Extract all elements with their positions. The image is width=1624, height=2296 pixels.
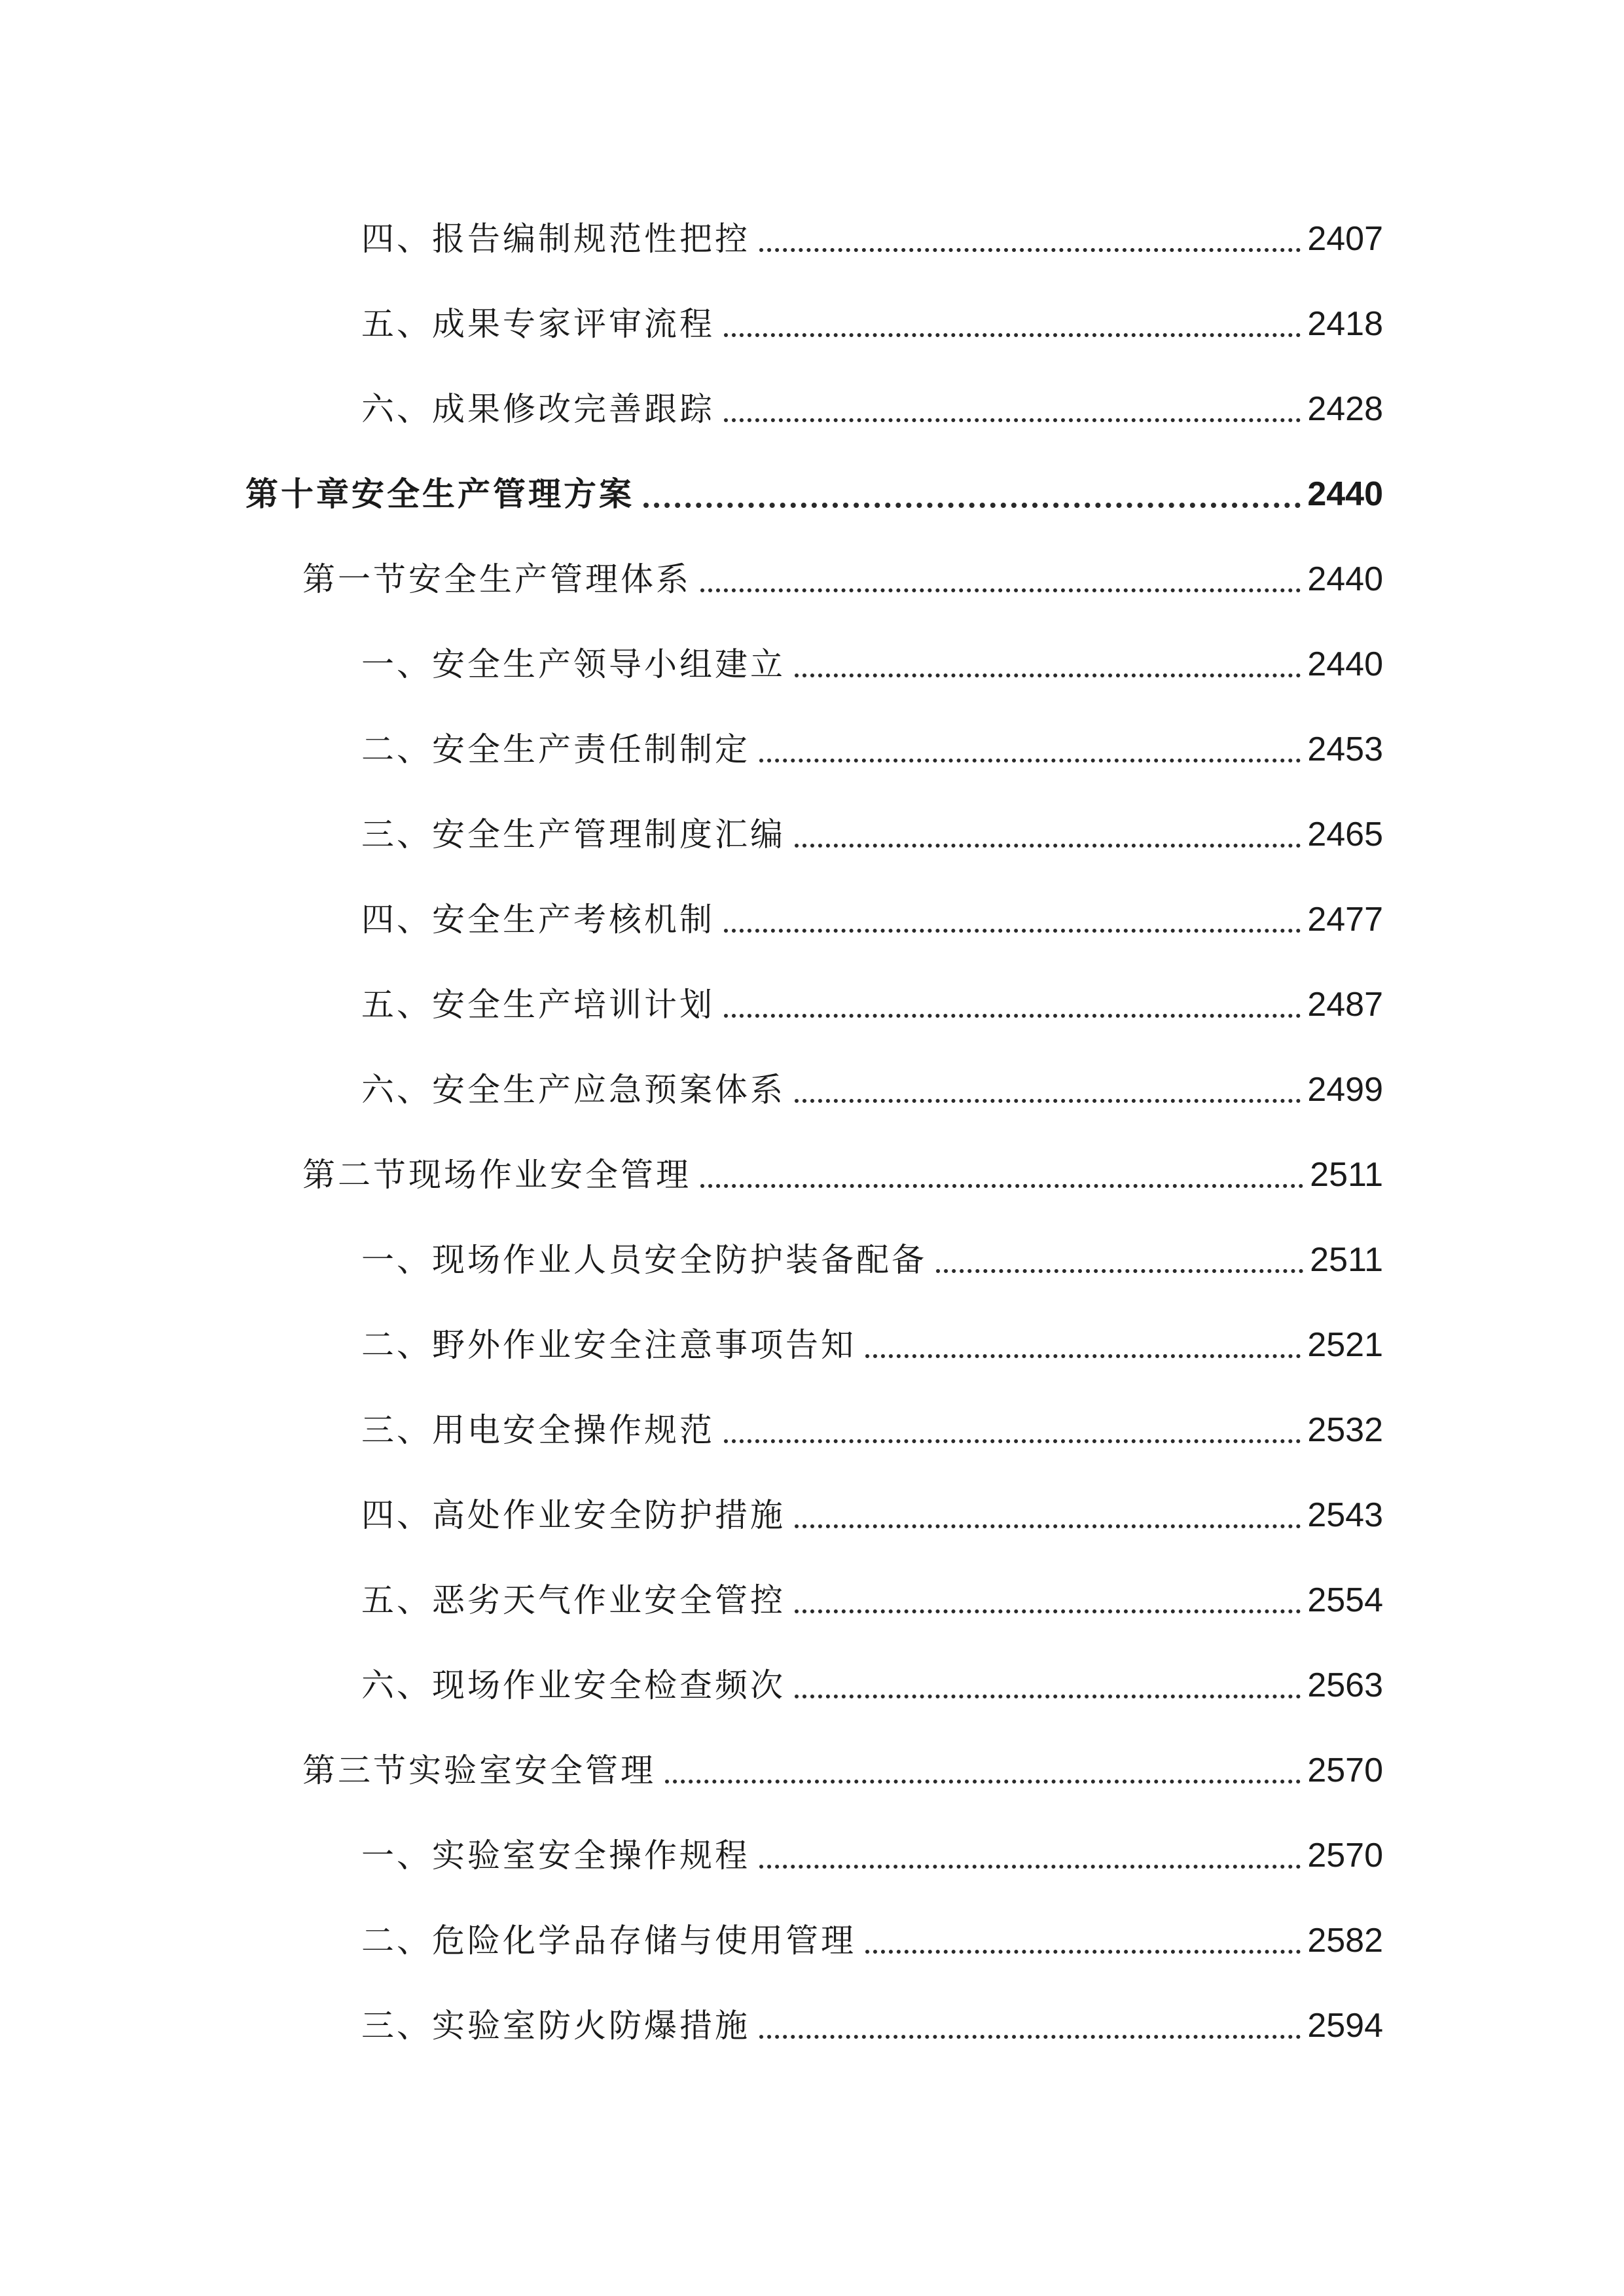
toc-entry[interactable] (361, 1829, 1383, 1882)
toc-page-number: 2563 (1307, 1666, 1383, 1704)
toc-dot-leader (795, 1524, 1301, 1528)
toc-page-number: 2440 (1307, 645, 1383, 683)
toc-page-number: 2418 (1307, 305, 1383, 343)
toc-entry-title: 二、安全生产责任制制定 (361, 730, 750, 768)
toc-section-entry[interactable] (302, 1149, 1383, 1201)
toc-entry-title: 六、现场作业安全检查频次 (361, 1666, 785, 1704)
toc-entry[interactable] (361, 2000, 1383, 2052)
toc-page-number: 2477 (1307, 901, 1383, 939)
toc-entry-title: 一、现场作业人员安全防护装备配备 (361, 1241, 927, 1279)
toc-page-number: 2428 (1307, 390, 1383, 428)
toc-section-entry[interactable] (302, 553, 1383, 605)
toc-entry[interactable] (361, 383, 1383, 435)
toc-entry-title: 二、危险化学品存储与使用管理 (361, 1922, 856, 1960)
toc-entry-title: 第二节现场作业安全管理 (302, 1156, 691, 1194)
toc-dot-leader (724, 929, 1301, 933)
toc-page-number: 2499 (1307, 1071, 1383, 1109)
toc-entry-title: 四、安全生产考核机制 (361, 901, 715, 939)
toc-entry-title: 二、野外作业安全注意事项告知 (361, 1326, 856, 1364)
toc-page-number: 2543 (1307, 1496, 1383, 1534)
toc-entry[interactable] (361, 723, 1383, 776)
toc-entry-title: 第三节实验室安全管理 (302, 1751, 656, 1789)
toc-entry[interactable] (361, 893, 1383, 946)
toc-dot-leader (665, 1780, 1301, 1784)
toc-dot-leader (795, 844, 1301, 848)
toc-page-number: 2521 (1307, 1326, 1383, 1364)
toc-entry-title: 第一节安全生产管理体系 (302, 560, 691, 598)
toc-dot-leader (724, 1014, 1301, 1018)
toc-entry[interactable] (361, 1574, 1383, 1626)
toc-page-number: 2570 (1307, 1837, 1383, 1874)
toc-entry-title: 一、实验室安全操作规程 (361, 1837, 750, 1874)
toc-entry-title: 一、安全生产领导小组建立 (361, 645, 785, 683)
toc-dot-leader (759, 759, 1301, 762)
toc-dot-leader (700, 1184, 1303, 1188)
toc-entry-title: 六、成果修改完善跟踪 (361, 390, 715, 428)
toc-dot-leader (724, 418, 1301, 422)
toc-dot-leader (795, 1609, 1301, 1613)
toc-entry[interactable] (361, 1914, 1383, 1967)
toc-dot-leader (795, 1695, 1301, 1698)
toc-entry[interactable] (361, 638, 1383, 691)
toc-dot-leader (936, 1269, 1303, 1273)
toc-dot-leader (700, 588, 1301, 592)
toc-entry-title: 三、用电安全操作规范 (361, 1411, 715, 1449)
toc-entry[interactable] (361, 1489, 1383, 1541)
toc-dot-leader (865, 1950, 1301, 1954)
toc-entry-title: 五、恶劣天气作业安全管控 (361, 1581, 785, 1619)
toc-dot-leader (795, 673, 1301, 677)
toc-dot-leader (759, 2035, 1301, 2039)
toc-page-number: 2532 (1307, 1411, 1383, 1449)
toc-page-number: 2582 (1307, 1922, 1383, 1960)
toc-page-number: 2465 (1307, 816, 1383, 853)
toc-entry[interactable] (361, 1319, 1383, 1371)
toc-entry-title: 三、实验室防火防爆措施 (361, 2007, 750, 2045)
toc-section-entry[interactable] (302, 1744, 1383, 1797)
toc-dot-leader (795, 1099, 1301, 1103)
toc-entry[interactable] (361, 1404, 1383, 1456)
toc-entry[interactable] (361, 808, 1383, 861)
toc-dot-leader (865, 1354, 1301, 1358)
toc-page-number: 2594 (1307, 2007, 1383, 2045)
toc-page-number: 2554 (1307, 1581, 1383, 1619)
toc-entry[interactable] (361, 213, 1383, 265)
toc-entry-title: 四、报告编制规范性把控 (361, 220, 750, 258)
toc-entry-title: 六、安全生产应急预案体系 (361, 1071, 785, 1109)
toc-dot-leader (643, 503, 1301, 508)
toc-entry-title: 五、成果专家评审流程 (361, 305, 715, 343)
toc-dot-leader (759, 248, 1301, 252)
toc-entry-title: 三、安全生产管理制度汇编 (361, 816, 785, 853)
toc-page-number: 2511 (1310, 1241, 1383, 1279)
toc-page-number: 2440 (1307, 475, 1383, 513)
toc-entry[interactable] (361, 978, 1383, 1031)
toc-page-number: 2407 (1307, 220, 1383, 258)
toc-page-number: 2570 (1307, 1751, 1383, 1789)
toc-page-number: 2487 (1307, 986, 1383, 1024)
toc-dot-leader (724, 1439, 1301, 1443)
toc-page-number: 2440 (1307, 560, 1383, 598)
toc-entry[interactable] (361, 298, 1383, 350)
toc-page-number: 2511 (1310, 1156, 1383, 1194)
toc-chapter-entry[interactable] (245, 468, 1383, 520)
toc-entry[interactable] (361, 1064, 1383, 1116)
toc-entry-title: 第十章安全生产管理方案 (245, 475, 634, 513)
toc-dot-leader (759, 1865, 1301, 1869)
toc-entry-title: 五、安全生产培训计划 (361, 986, 715, 1024)
toc-page-number: 2453 (1307, 730, 1383, 768)
toc-entry-title: 四、高处作业安全防护措施 (361, 1496, 785, 1534)
toc-dot-leader (724, 333, 1301, 337)
toc-entry[interactable] (361, 1234, 1383, 1286)
toc-entry[interactable] (361, 1659, 1383, 1712)
